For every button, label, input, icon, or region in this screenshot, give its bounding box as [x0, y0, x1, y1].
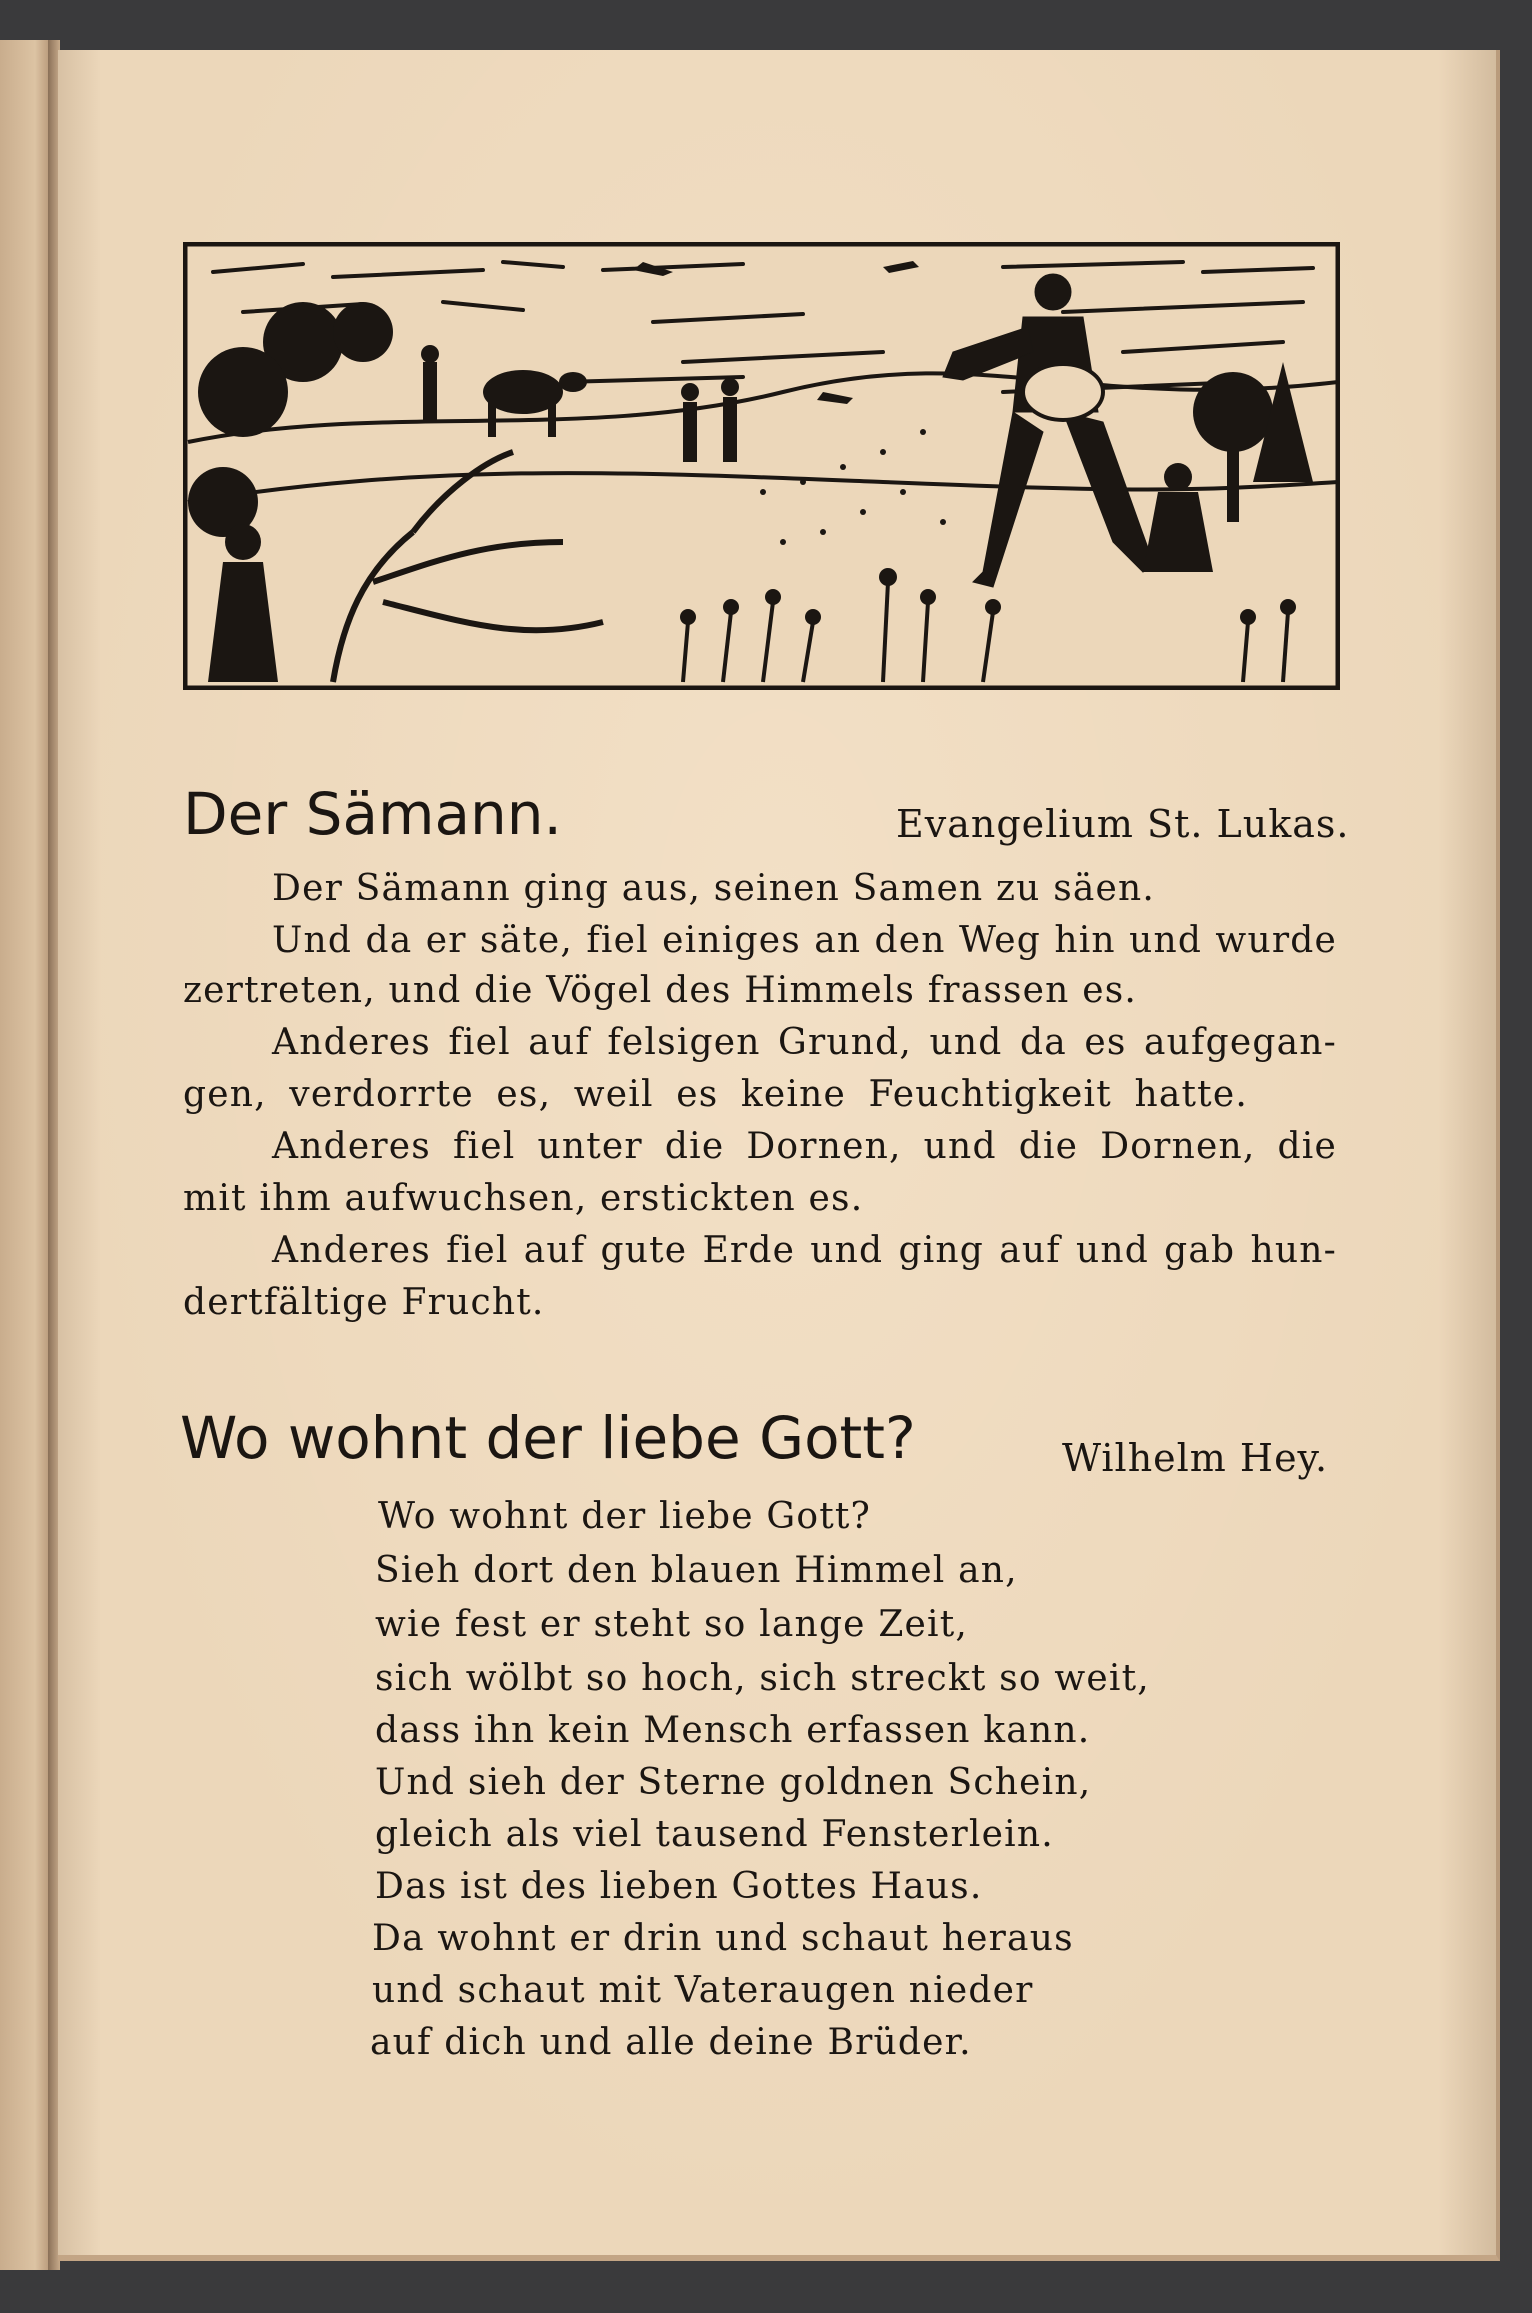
poem-line: gleich als viel tausend Fensterlein.: [375, 1814, 1054, 1855]
poem-line: Und sieh der Sterne goldnen Schein,: [375, 1762, 1092, 1803]
text-line: gen, verdorrte es, weil es keine Feuchtigkeit hatte.: [183, 1074, 1248, 1115]
poem-line: sich wölbt so hoch, sich streckt so weit,: [375, 1658, 1150, 1699]
left-page-edge: [0, 40, 50, 2270]
text-line: Der Sämann ging aus, seinen Samen zu säen.: [272, 868, 1156, 909]
sower-woodcut-illustration: [183, 242, 1340, 690]
poem-line: auf dich und alle deine Brüder.: [370, 2022, 972, 2063]
poem-line: Wo wohnt der liebe Gott?: [378, 1496, 872, 1537]
section-title-wo-wohnt: Wo wohnt der liebe Gott?: [180, 1404, 916, 1472]
section-author-wo-wohnt: Wilhelm Hey.: [1062, 1436, 1329, 1480]
poem-line: und schaut mit Vateraugen nieder: [372, 1970, 1034, 2011]
poem-line: Sieh dort den blauen Himmel an,: [375, 1550, 1018, 1591]
text-line: mit ihm aufwuchsen, erstickten es.: [183, 1178, 864, 1219]
poem-line: Da wohnt er drin und schaut heraus: [372, 1918, 1074, 1959]
text-line: Anderes fiel auf gute Erde und ging auf und gab hun-: [272, 1230, 1337, 1271]
poem-line: dass ihn kein Mensch erfassen kann.: [375, 1710, 1091, 1751]
text-line: zertreten, und die Vögel des Himmels frassen es.: [183, 970, 1138, 1011]
text-line: dertfältige Frucht.: [183, 1282, 545, 1323]
section-author-saemann: Evangelium St. Lukas.: [896, 802, 1350, 846]
section-title-saemann: Der Sämann.: [183, 780, 562, 848]
text-line: Und da er säte, fiel einiges an den Weg hin und wurde: [272, 920, 1337, 961]
text-line: Anderes fiel auf felsigen Grund, und da es aufgegan-: [272, 1022, 1337, 1063]
poem-line: Das ist des lieben Gottes Haus.: [375, 1866, 983, 1907]
poem-line: wie fest er steht so lange Zeit,: [375, 1604, 969, 1645]
text-line: Anderes fiel unter die Dornen, und die Dornen, die: [272, 1126, 1337, 1167]
